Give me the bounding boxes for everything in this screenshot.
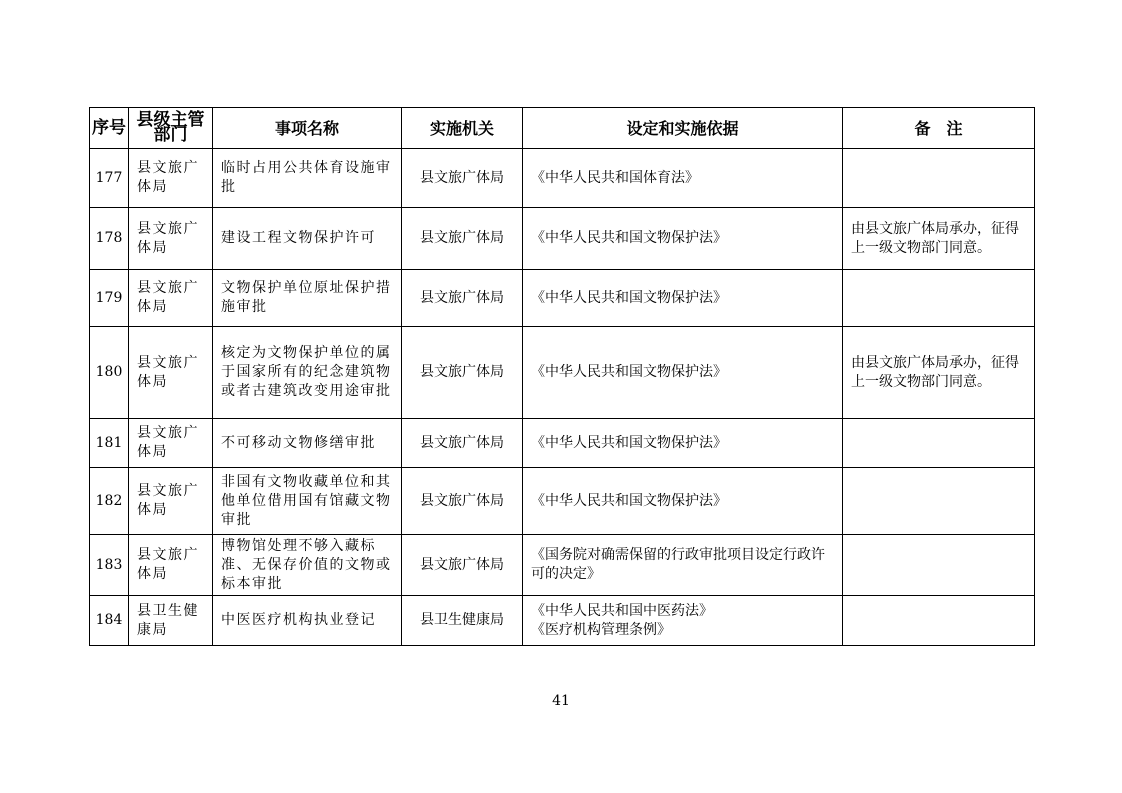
cell-agency: 县文旅广体局 <box>402 535 523 596</box>
cell-agency: 县卫生健康局 <box>402 596 523 646</box>
table-row <box>90 419 1035 468</box>
cell-basis: 《国务院对确需保留的行政审批项目设定行政许可的决定》 <box>523 535 843 596</box>
page-number: 41 <box>552 693 570 709</box>
cell-dept: 县文旅广体局 <box>129 208 213 270</box>
cell-basis: 《中华人民共和国体育法》 <box>523 149 843 208</box>
cell-seq: 181 <box>90 419 129 468</box>
cell-basis: 《中华人民共和国文物保护法》 <box>523 468 843 535</box>
table-row <box>90 468 1035 535</box>
table-row <box>90 208 1035 270</box>
table-row <box>90 270 1035 327</box>
cell-item: 临时占用公共体育设施审批 <box>213 149 402 208</box>
cell-item: 核定为文物保护单位的属于国家所有的纪念建筑物或者古建筑改变用途审批 <box>213 327 402 419</box>
cell-dept: 县文旅广体局 <box>129 468 213 535</box>
table-row <box>90 596 1035 646</box>
header-basis: 设定和实施依据 <box>523 108 843 149</box>
header-item: 事项名称 <box>213 108 402 149</box>
cell-item: 不可移动文物修缮审批 <box>213 419 402 468</box>
cell-remarks <box>843 270 1035 327</box>
header-agency: 实施机关 <box>402 108 523 149</box>
cell-agency: 县文旅广体局 <box>402 468 523 535</box>
cell-remarks: 由县文旅广体局承办，征得上一级文物部门同意。 <box>843 208 1035 270</box>
approval-items-table <box>89 107 1035 646</box>
cell-dept: 县文旅广体局 <box>129 419 213 468</box>
cell-seq: 184 <box>90 596 129 646</box>
cell-basis: 《中华人民共和国中医药法》 《医疗机构管理条例》 <box>523 596 843 646</box>
cell-item: 建设工程文物保护许可 <box>213 208 402 270</box>
cell-agency: 县文旅广体局 <box>402 327 523 419</box>
cell-item: 非国有文物收藏单位和其他单位借用国有馆藏文物审批 <box>213 468 402 535</box>
table-row <box>90 149 1035 208</box>
header-remarks: 备 注 <box>843 108 1035 149</box>
cell-remarks <box>843 149 1035 208</box>
cell-remarks <box>843 419 1035 468</box>
cell-agency: 县文旅广体局 <box>402 208 523 270</box>
cell-item: 博物馆处理不够入藏标准、无保存价值的文物或标本审批 <box>213 535 402 596</box>
table-header-row <box>90 108 1035 149</box>
cell-dept: 县文旅广体局 <box>129 535 213 596</box>
cell-item: 中医医疗机构执业登记 <box>213 596 402 646</box>
cell-basis: 《中华人民共和国文物保护法》 <box>523 327 843 419</box>
cell-item: 文物保护单位原址保护措施审批 <box>213 270 402 327</box>
cell-seq: 180 <box>90 327 129 419</box>
table-row <box>90 535 1035 596</box>
cell-dept: 县文旅广体局 <box>129 270 213 327</box>
cell-basis: 《中华人民共和国文物保护法》 <box>523 270 843 327</box>
cell-seq: 179 <box>90 270 129 327</box>
cell-dept: 县文旅广体局 <box>129 149 213 208</box>
cell-seq: 183 <box>90 535 129 596</box>
cell-agency: 县文旅广体局 <box>402 149 523 208</box>
cell-remarks <box>843 535 1035 596</box>
cell-remarks: 由县文旅广体局承办，征得上一级文物部门同意。 <box>843 327 1035 419</box>
cell-seq: 182 <box>90 468 129 535</box>
cell-remarks <box>843 468 1035 535</box>
cell-basis: 《中华人民共和国文物保护法》 <box>523 419 843 468</box>
cell-agency: 县文旅广体局 <box>402 419 523 468</box>
cell-dept: 县卫生健康局 <box>129 596 213 646</box>
cell-dept: 县文旅广体局 <box>129 327 213 419</box>
cell-seq: 177 <box>90 149 129 208</box>
cell-basis: 《中华人民共和国文物保护法》 <box>523 208 843 270</box>
cell-agency: 县文旅广体局 <box>402 270 523 327</box>
cell-remarks <box>843 596 1035 646</box>
table-row <box>90 327 1035 419</box>
header-dept: 县级主管部门 <box>129 108 213 149</box>
header-seq: 序号 <box>90 108 129 149</box>
cell-seq: 178 <box>90 208 129 270</box>
